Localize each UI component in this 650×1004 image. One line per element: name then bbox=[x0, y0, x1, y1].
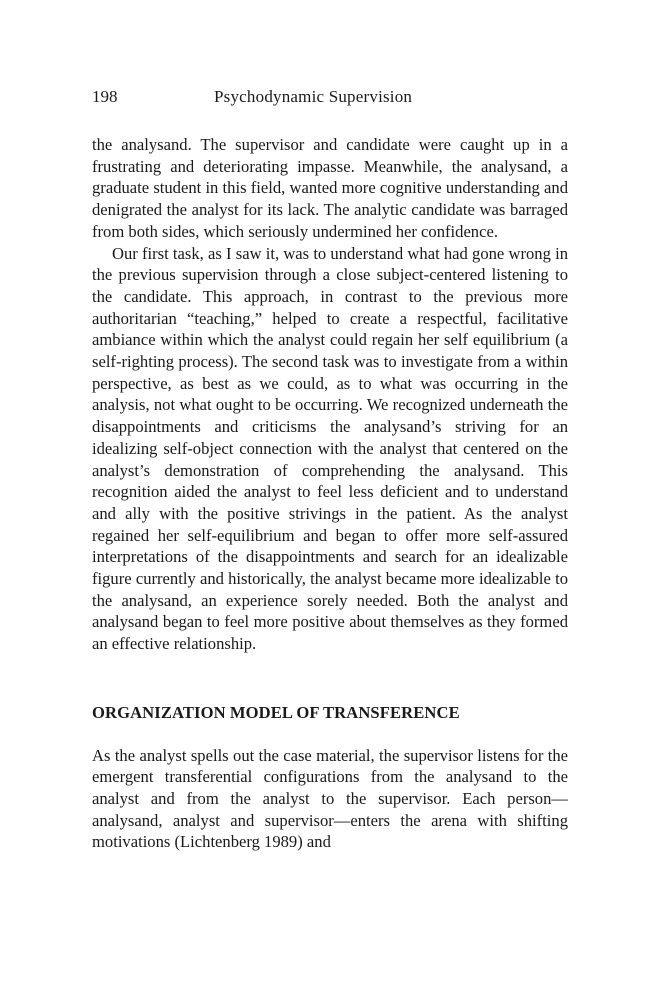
paragraph-continuation: the analysand. The supervisor and candidate were caught up in a frustrating and deteriorating impasse. Meanwhile, the analysand, a graduate student in this field, wanted more cognitive understanding and denigrated the analyst for its lack. The analytic candidate was barraged from both sides, which seriously undermined her confidence. bbox=[92, 135, 568, 241]
body-text bbox=[92, 134, 568, 655]
running-title: Psychodynamic Supervision bbox=[214, 87, 413, 106]
book-page bbox=[92, 86, 568, 853]
running-head bbox=[92, 86, 568, 108]
section-paragraph: As the analyst spells out the case material, the supervisor listens for the emergent transferential configurations from the analysand to the analyst and from the analyst to the supervisor. Each person—analysand, analyst and supervisor—enters the arena with shifting motivations (Lichtenberg 1989) and bbox=[92, 745, 568, 852]
section-heading: ORGANIZATION MODEL OF TRANSFERENCE bbox=[92, 702, 460, 722]
page-number: 198 bbox=[92, 87, 118, 106]
section-body bbox=[92, 745, 568, 854]
paragraph-first-task: Our first task, as I saw it, was to understand what had gone wrong in the previous supervision through a close subject-centered listening to the candidate. This approach, in contrast to the previous more authoritarian “teaching,” helped to create a respectful, facilitative ambiance within which the analyst could regain her self equilibrium (a self-righting process). The second task was to investigate from a within perspective, as best as we could, as to what was occurring in the analysis, not what ought to be occurring. We recognized underneath the disappointments and criticisms the analysand’s striving for an idealizing self-object connection with the analyst that centered on the analyst’s demonstration of comprehending the analysand. This recognition aided the analyst to feel less deficient and to understand and ally with the positive strivings in the patient. As the analyst regained her self-equilibrium and began to offer more self-assured interpretations of the disappointments and search for an idealizable figure currently and historically, the analyst became more idealizable to the analysand, an experience sorely needed. Both the analyst and analysand began to feel more positive about themselves as they formed an effective relationship. bbox=[92, 243, 568, 654]
